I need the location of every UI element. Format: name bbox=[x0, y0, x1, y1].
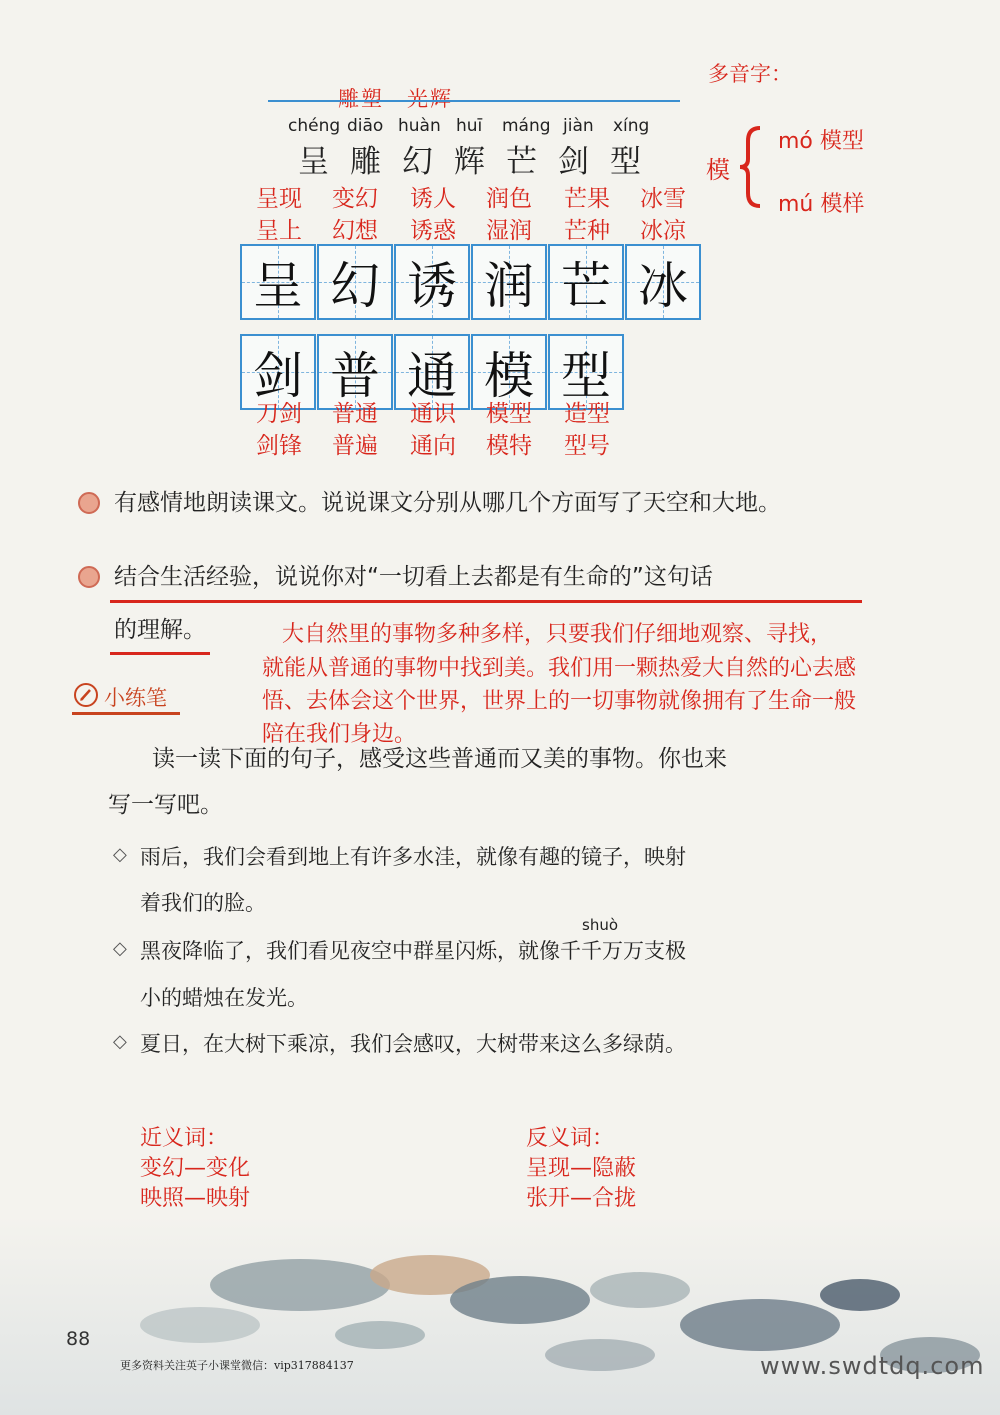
read-char: 雕 bbox=[350, 144, 383, 180]
underline bbox=[110, 600, 862, 603]
pinyin: máng bbox=[502, 116, 551, 136]
sentence-2-line-1: 黑夜降临了，我们看见夜空中群星闪烁，就像千千万万支极 bbox=[140, 939, 686, 963]
word-group bbox=[320, 183, 390, 247]
grid-cell: 模 bbox=[471, 334, 547, 410]
pinyin: jiàn bbox=[563, 116, 594, 136]
answer-line: 大自然里的事物多种多样，只要我们仔细地观察、寻找， bbox=[282, 622, 833, 647]
grid-cell: 型 bbox=[548, 334, 624, 410]
read-char: 剑 bbox=[558, 144, 591, 180]
grid-cell: 幻 bbox=[317, 244, 393, 320]
antonyms-title: 反义词： bbox=[526, 1126, 615, 1151]
sentence-1-line-1: 雨后，我们会看到地上有许多水洼，就像有趣的镜子，映射 bbox=[140, 845, 686, 869]
polyphone-reading-2: mú 模样 bbox=[778, 192, 865, 217]
read-char: 辉 bbox=[454, 144, 487, 180]
word: 型号 bbox=[564, 433, 610, 459]
practice-label-underline bbox=[72, 712, 180, 715]
diamond-bullet-icon: ◇ bbox=[113, 1031, 127, 1052]
pinyin-row bbox=[278, 116, 658, 138]
underline bbox=[110, 652, 210, 655]
diamond-bullet-icon: ◇ bbox=[113, 938, 127, 959]
question-bullet-icon bbox=[78, 566, 100, 588]
word: 芒果 bbox=[564, 186, 610, 212]
word: 诱惑 bbox=[410, 218, 456, 244]
pinyin: xíng bbox=[613, 116, 650, 136]
brace-icon bbox=[736, 125, 766, 209]
sentence-1-line-2: 着我们的脸。 bbox=[140, 891, 266, 915]
word: 模型 bbox=[486, 401, 532, 427]
question-bullet-icon bbox=[78, 492, 100, 514]
question-2-line-2: 的理解。 bbox=[114, 617, 206, 643]
word: 通识 bbox=[410, 401, 456, 427]
synonym-item: 映照—映射 bbox=[140, 1186, 251, 1211]
watermark: www.swdtdq.com bbox=[760, 1352, 985, 1380]
pinyin: chéng bbox=[288, 116, 341, 136]
header-rule bbox=[268, 100, 680, 102]
question-1: 有感情地朗读课文。说说课文分别从哪几个方面写了天空和大地。 bbox=[114, 490, 781, 516]
read-char: 芒 bbox=[506, 144, 539, 180]
read-char: 型 bbox=[610, 144, 643, 180]
writing-grid bbox=[240, 244, 702, 420]
word: 普通 bbox=[332, 401, 378, 427]
word: 剑锋 bbox=[256, 433, 302, 459]
diamond-bullet-icon: ◇ bbox=[113, 844, 127, 865]
word: 呈上 bbox=[256, 218, 302, 244]
word-group bbox=[398, 183, 468, 247]
word: 变幻 bbox=[332, 186, 378, 212]
synonym-item: 变幻—变化 bbox=[140, 1156, 251, 1181]
pinyin: huī bbox=[456, 116, 483, 136]
grid-cell: 润 bbox=[471, 244, 547, 320]
pebbles-illustration bbox=[0, 1215, 1000, 1415]
word-group bbox=[628, 183, 698, 247]
read-char: 呈 bbox=[298, 144, 331, 180]
pinyin-annotation: shuò bbox=[582, 916, 619, 934]
word: 模特 bbox=[486, 433, 532, 459]
read-char: 幻 bbox=[402, 144, 435, 180]
word-group bbox=[244, 183, 314, 247]
word-group bbox=[474, 183, 544, 247]
polyphone-char: 模 bbox=[706, 156, 730, 184]
word: 润色 bbox=[486, 186, 532, 212]
page-number: 88 bbox=[66, 1328, 91, 1350]
word: 湿润 bbox=[486, 218, 532, 244]
antonym-item: 张开—合拢 bbox=[526, 1186, 637, 1211]
word: 造型 bbox=[564, 401, 610, 427]
practice-label: 小练笔 bbox=[104, 686, 167, 710]
polyphone-title: 多音字： bbox=[708, 62, 792, 86]
answer-line: 陪在我们身边。 bbox=[262, 722, 417, 747]
grid-cell: 普 bbox=[317, 334, 393, 410]
word: 诱人 bbox=[410, 186, 456, 212]
answer-line: 悟、去体会这个世界，世界上的一切事物就像拥有了生命一般 bbox=[262, 689, 857, 714]
word: 冰凉 bbox=[640, 218, 686, 244]
grid-cell: 诱 bbox=[394, 244, 470, 320]
word: 刀剑 bbox=[256, 401, 302, 427]
practice-intro-line-2: 写一写吧。 bbox=[108, 792, 223, 818]
synonyms-title: 近义词： bbox=[140, 1126, 229, 1151]
word: 呈现 bbox=[256, 186, 302, 212]
word-group bbox=[552, 183, 622, 247]
word: 冰雪 bbox=[640, 186, 686, 212]
polyphone-reading-1: mó 模型 bbox=[778, 129, 864, 154]
grid-cell: 芒 bbox=[548, 244, 624, 320]
word: 通向 bbox=[410, 433, 456, 459]
answer-line: 就能从普通的事物中找到美。我们用一颗热爱大自然的心去感 bbox=[262, 656, 857, 681]
word: 芒种 bbox=[564, 218, 610, 244]
sentence-2-line-2: 小的蜡烛在发光。 bbox=[140, 986, 308, 1010]
grid-cell: 剑 bbox=[240, 334, 316, 410]
footer-text: 更多资料关注英子小课堂微信：vip317884137 bbox=[120, 1359, 354, 1372]
pinyin: huàn bbox=[398, 116, 441, 136]
pinyin: diāo bbox=[347, 116, 384, 136]
header-note: 雕塑 光辉 bbox=[338, 87, 453, 111]
word: 幻想 bbox=[332, 218, 378, 244]
question-2-line-1: 结合生活经验，说说你对“一切看上去都是有生命的”这句话 bbox=[114, 564, 713, 590]
word: 普遍 bbox=[332, 433, 378, 459]
pencil-icon bbox=[74, 683, 98, 707]
grid-cell: 呈 bbox=[240, 244, 316, 320]
antonym-item: 呈现—隐蔽 bbox=[526, 1156, 637, 1181]
practice-intro-line-1: 读一读下面的句子，感受这些普通而又美的事物。你也来 bbox=[152, 746, 727, 772]
read-char-row bbox=[298, 136, 658, 180]
grid-cell: 通 bbox=[394, 334, 470, 410]
grid-cell: 冰 bbox=[625, 244, 701, 320]
sentence-3-line-1: 夏日，在大树下乘凉，我们会感叹，大树带来这么多绿荫。 bbox=[140, 1032, 686, 1056]
